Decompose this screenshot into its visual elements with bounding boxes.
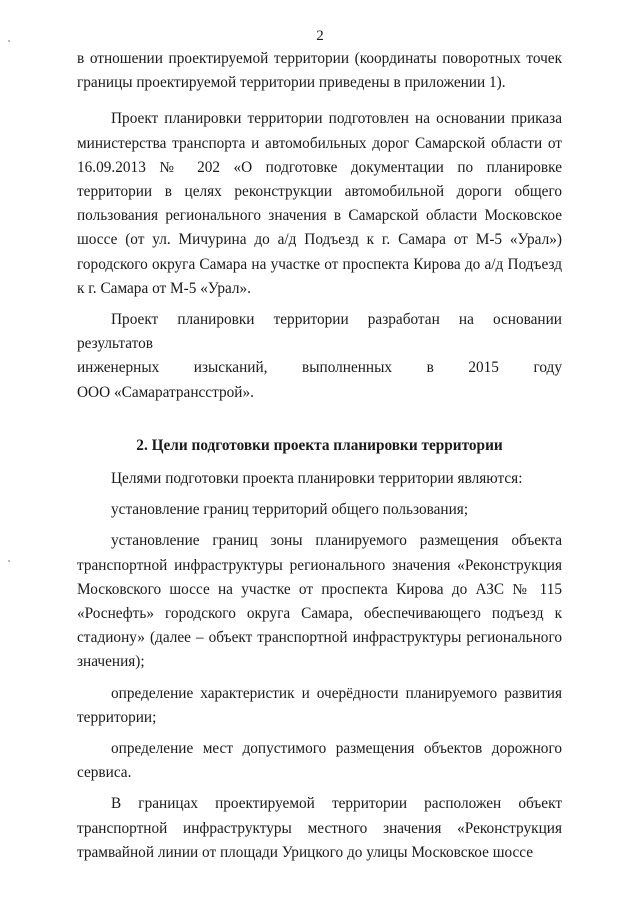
goal-item: установление границ зоны планируемого размещения объекта транспортной инфраструктуры регионального значения «Реконструкция Московского шоссе на участке от проспекта Кирова до АЗС № 115 «Роснефть» городского округа Самара, обеспечивающего подъезд к стадиону» (далее – объект транспортной инфраструктуры регионального значения);: [77, 532, 562, 671]
page-number: 2: [316, 28, 324, 44]
goal-item: определение характеристик и очерёдности планируемого развития территории;: [77, 684, 562, 726]
document-body: [77, 47, 562, 865]
goal-item: установление границ территорий общего пользования;: [111, 501, 469, 519]
paragraph-line: инженерных изысканий, выполненных в 2015 году: [77, 359, 562, 377]
paragraph-line: ООО «Самаратрансстрой».: [77, 383, 254, 401]
section-heading: 2. Цели подготовки проекта планировки территории: [136, 436, 503, 454]
paragraph-basis-surveys: [77, 308, 562, 405]
paragraph-goals-lead: Целями подготовки проекта планировки территории являются:: [111, 470, 523, 488]
goal-item: определение мест допустимого размещения объектов дорожного сервиса.: [77, 740, 562, 782]
paragraph-within-boundaries: В границах проектируемой территории расположен объект транспортной инфраструктуры местного значения «Реконструкция трамвайной линии от площади Урицкого до улицы Московское шоссе: [77, 795, 562, 861]
paragraph-line: Проект планировки территории разработан на основании результатов: [77, 311, 562, 353]
scan-margin-mark: [8, 560, 10, 562]
paragraph-intro-tail: в отношении проектируемой территории (координаты поворотных точек границы проектируемой территории приведены в приложении 1).: [77, 50, 562, 92]
paragraph-basis-order: Проект планировки территории подготовлен на основании приказа министерства транспорта и автомобильных дорог Самарской области от 16.09.2013 № 202 «О подготовке документации по планировке территории в целях реконструкции автомобильной дороги общего пользования регионального значения в Самарской области Московское шоссе (от ул. Мичурина до а/д Подъезд к г. Самара от М-5 «Урал») городского округа Самара на участке от проспекта Кирова до а/д Подъезд к г. Самара от М-5 «Урал».: [77, 110, 562, 297]
